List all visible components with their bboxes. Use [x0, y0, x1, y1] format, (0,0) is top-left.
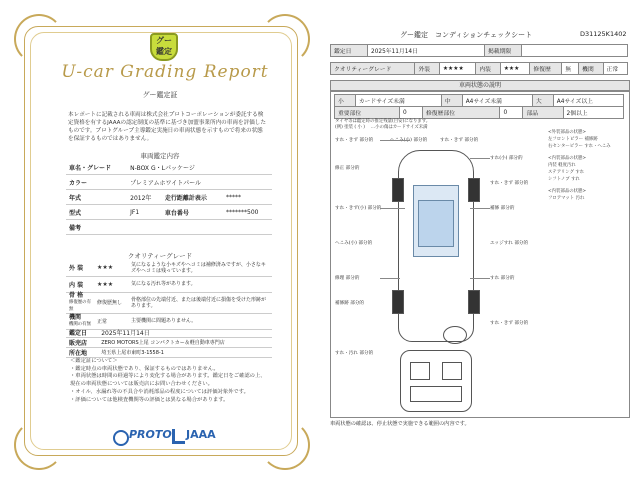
legend-item: 中	[441, 95, 462, 107]
table-row	[335, 107, 624, 119]
side-note: シフトノブ すれ	[548, 177, 580, 182]
side-note: <内装部品の状態>	[548, 189, 587, 194]
sheet-repair-value: 無	[562, 63, 579, 75]
quality-stars: ★★★	[94, 276, 128, 292]
certificate-name: グー鑑定証	[142, 91, 178, 99]
ornament-swirl-br	[260, 420, 310, 470]
address-value: 埼玉県上尾市東町3-1558-1	[98, 348, 272, 358]
key-part-label: 重要部位	[335, 107, 400, 119]
proto-logo: PROTO	[129, 428, 172, 441]
year-label: 年式	[66, 190, 127, 205]
wheel-fl	[392, 178, 404, 202]
color-value: プレミアムホワイトパール	[127, 175, 272, 190]
damage-count-value: 2個以上	[563, 107, 624, 119]
model-label: 型式	[66, 205, 127, 220]
sheet-repair-label: 修復歴	[530, 63, 562, 75]
quality-label: 外 装	[66, 260, 94, 276]
damage-label: すれ・きず 部分的	[490, 321, 529, 326]
legend-item: 小	[335, 95, 356, 107]
jaaa-logo-icon	[172, 429, 185, 444]
quality-text: 主要機関に問題ありません。	[128, 313, 272, 329]
model-value: JF1	[127, 205, 162, 220]
quality-text: 気になる汚れ等があります。	[128, 276, 272, 292]
table-row	[66, 160, 272, 175]
body-part-value: 0	[500, 107, 523, 119]
quality-label	[66, 292, 94, 313]
table-row	[66, 276, 272, 292]
table-row	[331, 45, 628, 57]
sheet-title: グー鑑定 コンディションチェックシート	[400, 31, 533, 39]
jaaa-logo: JAAA	[186, 428, 216, 441]
side-note: ステアリング すれ	[548, 170, 585, 175]
sheet-ext-label: 外装	[415, 63, 439, 75]
section-vehicle-title: 車両鑑定内容	[140, 152, 180, 160]
quality-table	[66, 260, 272, 330]
sheet-number: D31125K1402	[580, 30, 627, 38]
seat-rear	[410, 386, 462, 402]
leader-line	[380, 140, 410, 141]
frame-label: 骨 格	[69, 291, 84, 299]
table-row	[66, 175, 272, 190]
leader-line	[470, 208, 490, 209]
seat-front-left	[410, 362, 430, 380]
table-row	[66, 348, 272, 358]
ornament-swirl-tl	[14, 14, 64, 64]
sheet-date-value: 2025年11月14日	[368, 45, 485, 57]
table-row	[66, 292, 272, 313]
damage-label: 補修 部分的	[490, 206, 515, 211]
ornament-swirl-bl	[14, 420, 64, 470]
chassis-label: 車台番号	[162, 205, 223, 220]
name-value: N-BOX G・Lパッケージ	[127, 160, 272, 175]
quality-label	[66, 313, 94, 329]
ornament-swirl-tr	[260, 14, 310, 64]
engine-sublabel: 機関の有無	[69, 321, 91, 327]
year-value: 2012年	[127, 190, 162, 205]
body-part-label: 修復歴部位	[423, 107, 500, 119]
car-roof	[418, 200, 454, 247]
appraisal-table	[66, 328, 272, 358]
sheet-date-table	[330, 44, 628, 57]
damage-label: すれ・きず 部分的	[335, 138, 374, 143]
color-label: カラー	[66, 175, 127, 190]
quality-stars: ★★★	[94, 260, 128, 276]
intro-text: 本レポートに記載される車両は株式会社プロトコーポレーションが委託する検定資格を有するJAAAの認定制度の基準に基づき加盟事業所内の車両を評価したものです。プロトグループ主導鑑定実施日の車両状態を示すもので将来の状態を保証するものではありません。	[68, 112, 266, 142]
leader-line	[380, 278, 400, 279]
date-value: 2025年11月14日	[98, 328, 272, 338]
shop-value: ZERO MOTORS上尾 コンパクトカー＆軽自動車専門店	[98, 338, 272, 348]
leader-line	[470, 278, 490, 279]
side-note: 右センターピラー すれ・へこみ	[548, 144, 611, 149]
table-row	[331, 63, 628, 75]
sheet-quality-table	[330, 62, 628, 75]
damage-label: 補修跡 部分的	[335, 301, 365, 306]
damage-label: 修理 部分的	[335, 276, 360, 281]
vehicle-table	[66, 160, 272, 235]
diagram-title: 車両状態の説明	[330, 80, 630, 92]
legend-item: 大	[532, 95, 553, 107]
certificate-notes: ＜鑑定証について＞ ・鑑定時点の車両状態であり、保証するものではありません。 ・車両状態は時間の経過等により変化する場合があります。鑑定日をご確認の上、現在の車両状態については販売店にお問い合わせください。 ・オイル、水漏れ等の不具合や消耗部品の程度については評価対象外です。 ・評価については他検査機関等の評価とは異なる場合があります。	[70, 358, 266, 403]
count-table	[334, 106, 624, 119]
legend-item: A4サイズ未満	[462, 95, 532, 107]
name-label: 車名・グレード	[66, 160, 127, 175]
damage-label: すれ(小) 部分的	[490, 156, 523, 161]
address-label: 所在地	[66, 348, 98, 358]
damage-label: へこみ(小) 部分的	[390, 138, 428, 143]
section-quality-title: クオリティーグレード	[127, 252, 193, 260]
quality-text: 骨格部位の先端付近、または後端付近に損傷を受けた形跡があります。	[128, 292, 272, 313]
wheel-fr	[468, 178, 480, 202]
steering-wheel-icon	[443, 326, 467, 344]
table-row	[66, 205, 272, 220]
frame-sublabel: 修復歴の有無	[69, 299, 91, 312]
sheet-date-label: 鑑定日	[331, 45, 368, 57]
sheet-engine-label: 機関	[579, 63, 603, 75]
leader-line	[380, 208, 405, 209]
side-note: <外装部品の状態>	[548, 130, 587, 135]
sheet-quality-label: クオリティーグレード	[331, 63, 415, 75]
table-row	[66, 190, 272, 205]
goo-badge-logo: グー 鑑定	[150, 33, 178, 61]
sheet-int-label: 内装	[476, 63, 500, 75]
damage-count-label: 部品	[523, 107, 563, 119]
side-note: フロアマット 汚れ	[548, 196, 585, 201]
sheet-engine-value: 正常	[603, 63, 627, 75]
shop-label: 販売店	[66, 338, 98, 348]
damage-label: すれ 部分的	[490, 276, 515, 281]
table-row	[335, 95, 624, 107]
sheet-int-stars: ★★★	[500, 63, 530, 75]
quality-stars: 修復歴無し	[94, 292, 128, 313]
side-note: 内装 軽度汚れ	[548, 163, 576, 168]
side-note: 左フロントピラー 補修跡	[548, 137, 598, 142]
quality-label: 内 装	[66, 276, 94, 292]
remarks-value	[127, 220, 272, 235]
side-note: <内装部品の状態>	[548, 156, 587, 161]
damage-label: すれ・きず 部分的	[490, 181, 529, 186]
damage-label: すれ・きず(小) 部分的	[335, 206, 382, 211]
legend-item: A4サイズ以上	[553, 95, 623, 107]
quality-text: 気になるような小キズやヘコミは補修済みですが、小さなキズやヘコミは残っています。	[128, 260, 272, 276]
table-row	[66, 260, 272, 276]
leader-line	[470, 158, 490, 159]
legend-item: カードサイズ未満	[355, 95, 441, 107]
script-title: U-car Grading Report	[61, 62, 269, 82]
key-part-value: 0	[399, 107, 422, 119]
table-row	[66, 328, 272, 338]
sheet-footer: 車両状態の確認は、停止状態で実施できる範囲の内容です。	[330, 421, 470, 427]
quality-stars: 正常	[94, 313, 128, 329]
wheel-rl	[392, 290, 404, 314]
diagram-note-2: (例) 塗装 ( 小 ) …小の傷はカードサイズ未満	[335, 125, 428, 130]
sheet-expire-label: 掲載期限	[485, 45, 522, 57]
table-row	[66, 220, 272, 235]
interior-outline	[400, 350, 472, 412]
mileage-label: 走行距離計表示	[162, 190, 223, 205]
seat-front-right	[442, 362, 462, 380]
engine-label: 機関	[69, 313, 82, 321]
chassis-value: *******500	[223, 205, 272, 220]
sheet-ext-stars: ★★★★	[439, 63, 475, 75]
damage-label: すれ・汚れ 部分的	[335, 351, 374, 356]
proto-logo-icon	[113, 430, 129, 446]
damage-label: へこみ(小) 部分的	[335, 241, 373, 246]
remarks-label: 備考	[66, 220, 127, 235]
sheet-expire-value	[522, 45, 628, 57]
date-label: 鑑定日	[66, 328, 98, 338]
damage-label: エッジすれ 部分的	[490, 241, 529, 246]
damage-label: すれ・きず 部分的	[440, 138, 479, 143]
damage-label: 修正 部分的	[335, 166, 360, 171]
wheel-rr	[468, 290, 480, 314]
mileage-value: *****	[223, 190, 272, 205]
diagram-note-1: タイヤ等は鑑定時の推定残量(目安)になります。	[335, 119, 431, 124]
table-row	[66, 313, 272, 329]
table-row	[66, 338, 272, 348]
